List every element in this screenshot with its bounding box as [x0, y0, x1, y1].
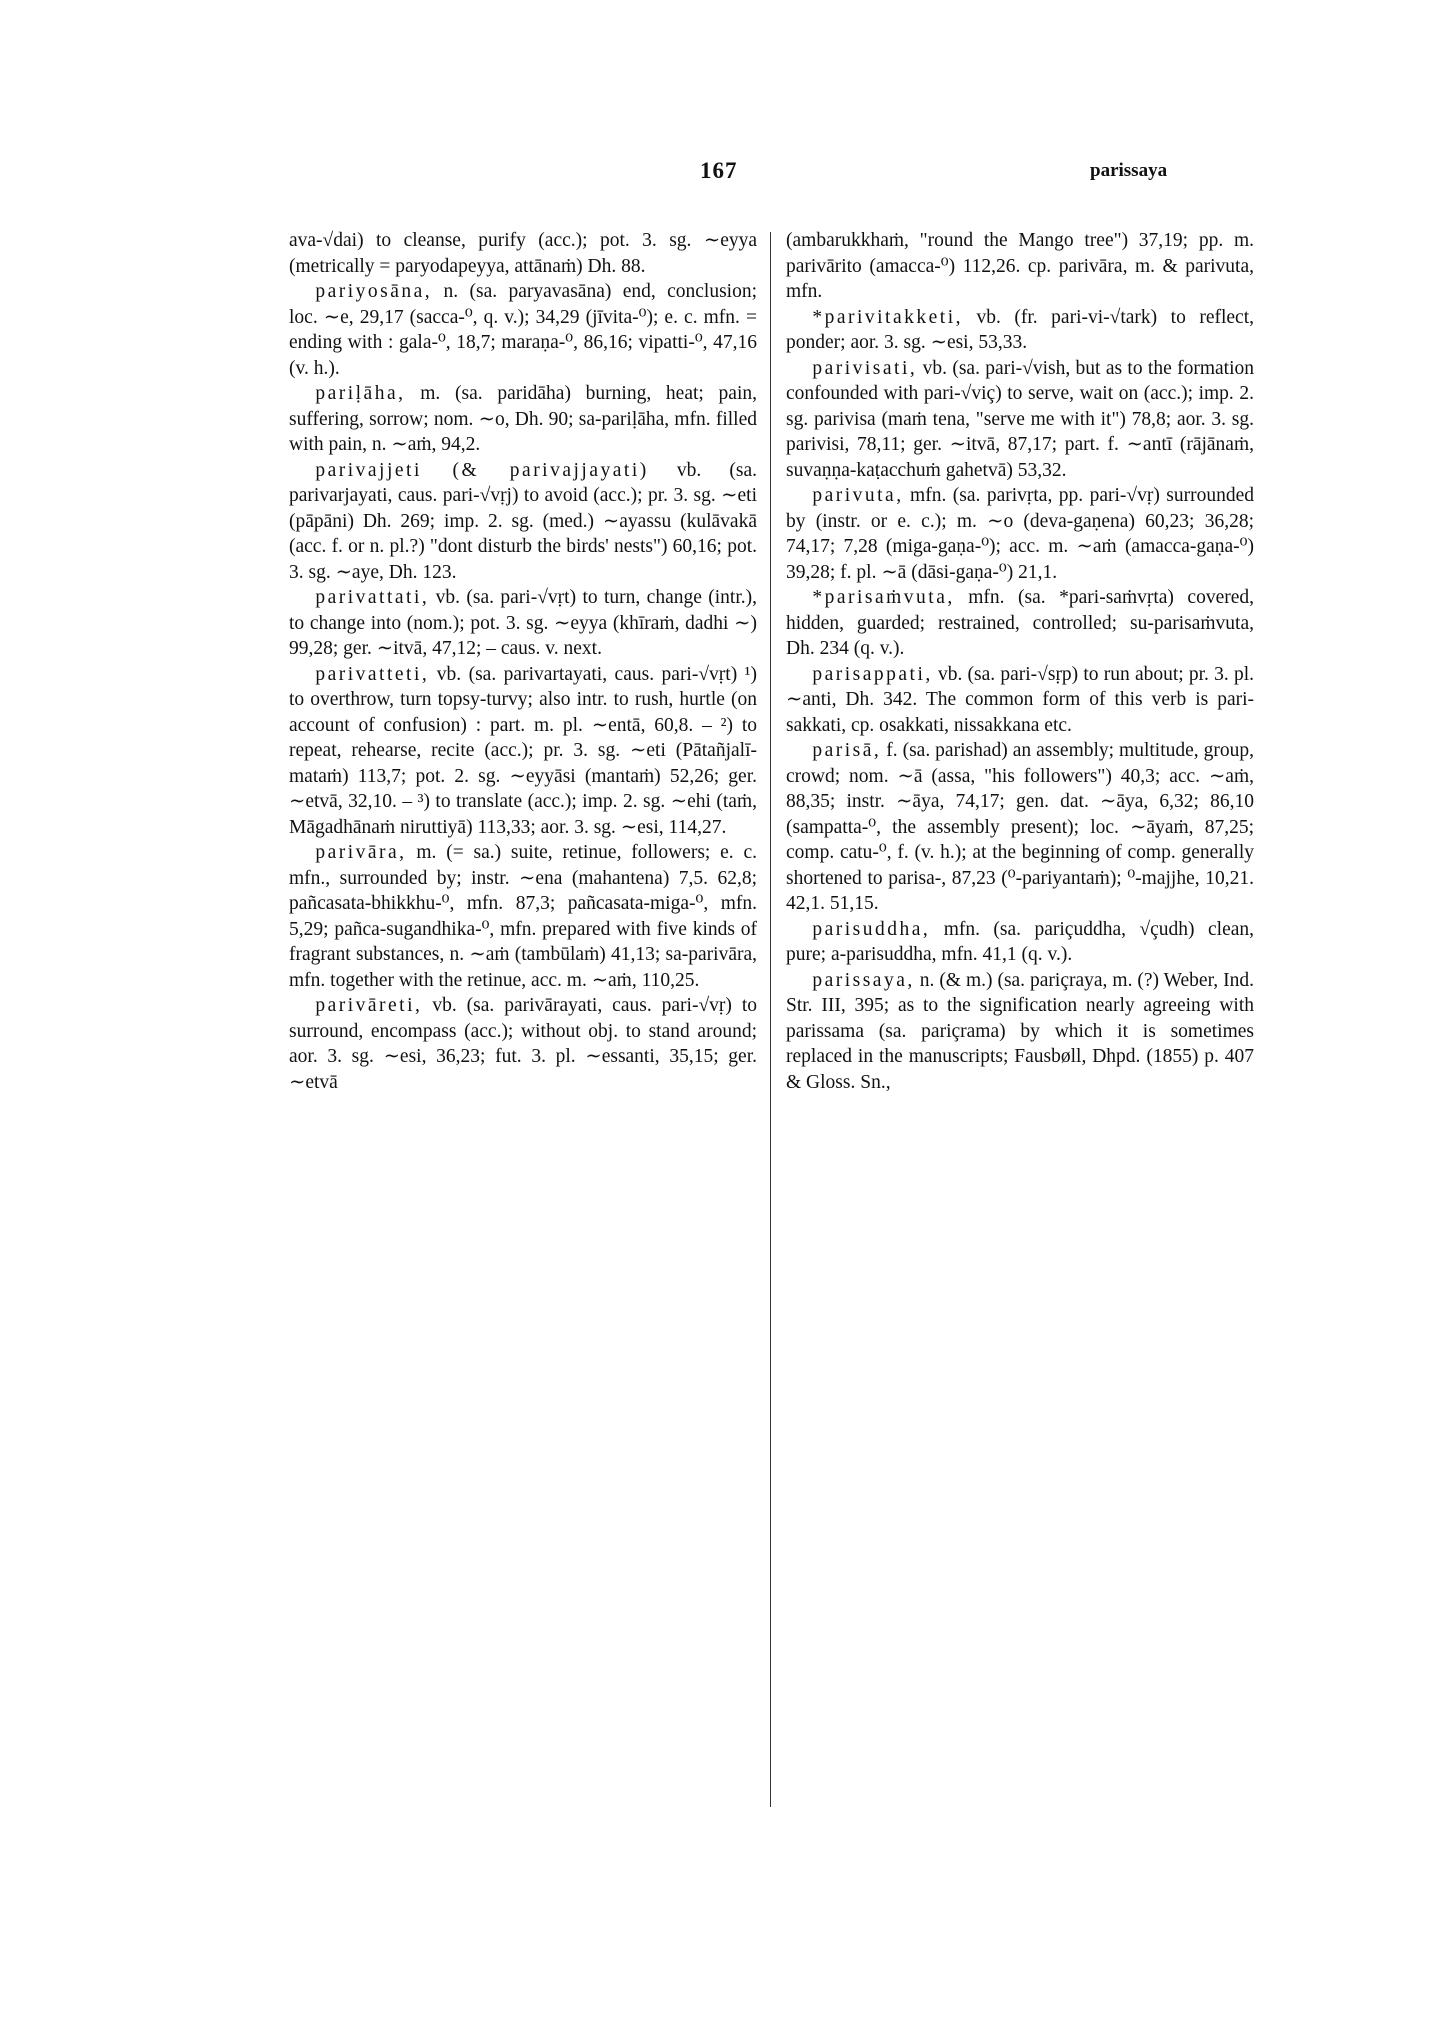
- dictionary-entry: [786, 305, 1254, 356]
- left-column: [289, 228, 757, 1095]
- entry-text: vb. (sa. parivarjayati, caus. pari-√vṛj) to avoid (acc.); pr. 3. sg. ∼eti (pāpāni) Dh. 269; imp. 2. sg. (med.) ∼ayassu (kulāvakā (acc. f. or n. pl.?) "dont disturb the birds' nests") 60,16; pot. 3. sg. ∼aye, Dh. 123.: [289, 459, 757, 583]
- entry-headword: parisappati,: [812, 663, 933, 685]
- entry-headword: parisā,: [812, 740, 882, 761]
- entry-text: ava-√dai) to cleanse, purify (acc.); pot. 3. sg. ∼eyya (metrically = paryodapeyya, attānaṁ) Dh. 88.: [289, 230, 757, 277]
- entry-text: f. (sa. parishad) an assembly; multitude, group, crowd; nom. ∼ā (assa, "his followers") 40,3; acc. ∼aṁ, 88,35; instr. ∼āya, 74,17; gen. dat. ∼āya, 6,32; 86,10 (sampatta-⁰, the assembly present); loc. ∼āyaṁ, 87,25; comp. catu-⁰, f. (v. h.); at the beginning of comp. generally shortened to parisa-, 87,23 (⁰-pariyantaṁ); ⁰-majjhe, 10,21. 42,1. 51,15.: [786, 740, 1255, 914]
- dictionary-entry: [289, 381, 757, 458]
- entry-headword: parivattati,: [315, 587, 430, 608]
- entry-text: mfn. (sa. pariçuddha, √çudh) clean, pure; a-parisuddha, mfn. 41,1 (q. v.).: [786, 918, 1254, 965]
- dictionary-entry: [289, 840, 757, 993]
- entry-headword: parivajjeti (& parivajjayati): [315, 459, 649, 481]
- entry-text: vb. (sa. parivārayati, caus. pari-√vṛ) to surround, encompass (acc.); without obj. to stand around; aor. 3. sg. ∼esi, 36,23; fut. 3. pl. ∼essanti, 35,15; ger. ∼etvā: [289, 995, 757, 1093]
- entry-text: vb. (sa. parivartayati, caus. pari-√vṛt) ¹) to overthrow, turn topsy-turvy; also intr. to rush, hurtle (on account of confusion) : part. m. pl. ∼entā, 60,8. – ²) to repeat, rehearse, recite (acc.); pr. 3. sg. ∼eti (Pātañjalī-mataṁ) 113,7; pot. 2. sg. ∼eyyāsi (mantaṁ) 52,26; ger. ∼etvā, 32,10. – ³) to translate (acc.); imp. 2. sg. ∼ehi (taṁ, Māgadhānaṁ niruttiyā) 113,33; aor. 3. sg. ∼esi, 114,27.: [289, 663, 758, 838]
- dictionary-entry: [786, 968, 1254, 1096]
- entry-text: n. (& m.) (sa. pariçraya, m. (?) Weber, Ind. Str. III, 395; as to the signification nearly agreeing with parissama (sa. pariçrama) by which it is sometimes replaced in the manuscripts; Fausbøll, Dhpd. (1855) p. 407 & Gloss. Sn.,: [786, 969, 1254, 1093]
- entry-text: vb. (sa. pari-√sṛp) to run about; pr. 3. pl. ∼anti, Dh. 342. The common form of this verb is pari-sakkati, cp. osakkati, nissakkana etc.: [786, 663, 1254, 736]
- entry-headword: parisuddha,: [812, 918, 931, 940]
- entry-headword: *parisaṁvuta,: [812, 587, 955, 608]
- entry-headword: parissaya,: [812, 969, 915, 991]
- entry-headword: parivāra,: [315, 842, 407, 863]
- column-divider: [770, 232, 771, 1807]
- entry-headword: parivuta,: [812, 485, 904, 506]
- dictionary-entry: [786, 917, 1254, 968]
- dictionary-entry: [289, 228, 757, 279]
- entry-text: vb. (fr. pari-vi-√tark) to reflect, ponder; aor. 3. sg. ∼esi, 53,33.: [786, 306, 1254, 353]
- page-header: [0, 158, 1440, 198]
- entry-text: n. (sa. paryavasāna) end, conclusion; loc. ∼e, 29,17 (sacca-⁰, q. v.); 34,29 (jīvita-⁰); e. c. mfn. = ending with : gala-⁰, 18,7; maraṇa-⁰, 86,16; vipatti-⁰, 47,16 (v. h.).: [289, 281, 758, 379]
- dictionary-entry: [289, 662, 757, 841]
- dictionary-entry: [289, 585, 757, 662]
- dictionary-entry: [289, 279, 757, 381]
- dictionary-entry: [786, 585, 1254, 662]
- entry-text: vb. (sa. pari-√vish, but as to the formation confounded with pari-√viç) to serve, wait on (acc.); imp. 2. sg. parivisa (maṁ tena, "serve me with it") 78,8; aor. 3. sg. parivisi, 78,11; ger. ∼itvā, 87,17; part. f. ∼antī (rājānaṁ, suvaṇṇa-kaṭacchuṁ gahetvā) 53,32.: [786, 357, 1255, 481]
- running-head: parissaya: [1090, 160, 1168, 181]
- dictionary-entry: [289, 458, 757, 586]
- dictionary-entry: [289, 993, 757, 1095]
- entry-text: mfn. (sa. parivṛta, pp. pari-√vṛ) surrounded by (instr. or e. c.); m. ∼o (deva-gaṇena) 60,23; 36,28; 74,17; 7,28 (miga-gaṇa-⁰); acc. m. ∼aṁ (amacca-gaṇa-⁰) 39,28; f. pl. ∼ā (dāsi-gaṇa-⁰) 21,1.: [786, 485, 1255, 583]
- entry-text: (ambarukkhaṁ, "round the Mango tree") 37,19; pp. m. parivārito (amacca-⁰) 112,26. cp. parivāra, m. & parivuta, mfn.: [786, 230, 1254, 302]
- entry-text: vb. (sa. pari-√vṛt) to turn, change (intr.), to change into (nom.); pot. 3. sg. ∼eyya (khīraṁ, dadhi ∼) 99,28; ger. ∼itvā, 47,12; – caus. v. next.: [289, 587, 757, 659]
- entry-text: m. (= sa.) suite, retinue, followers; e. c. mfn., surrounded by; instr. ∼ena (mahantena) 7,5. 62,8; pañcasata-bhikkhu-⁰, mfn. 87,3; pañcasata-miga-⁰, mfn. 5,29; pañca-sugandhika-⁰, mfn. prepared with five kinds of fragrant substances, n. ∼aṁ (tambūlaṁ) 41,13; sa-parivāra, mfn. together with the retinue, acc. m. ∼aṁ, 110,25.: [289, 842, 757, 991]
- entry-headword: parivāreti,: [315, 995, 423, 1016]
- dictionary-entry: [786, 356, 1254, 484]
- entry-text: mfn. (sa. *pari-saṁvṛta) covered, hidden, guarded; restrained, controlled; su-parisaṁvuta, Dh. 234 (q. v.).: [786, 587, 1255, 659]
- dictionary-entry: [786, 228, 1254, 305]
- entry-headword: parivatteti,: [315, 663, 430, 685]
- right-column: [786, 228, 1254, 1095]
- entry-headword: pariyosāna,: [315, 281, 433, 302]
- entry-headword: *parivitakketi,: [812, 306, 963, 328]
- page-number: 167: [700, 158, 738, 183]
- dictionary-entry: [786, 662, 1254, 739]
- dictionary-entry: [786, 738, 1254, 917]
- dictionary-entry: [786, 483, 1254, 585]
- entry-headword: pariḷāha,: [315, 383, 406, 404]
- entry-headword: parivisati,: [812, 357, 918, 379]
- entry-text: m. (sa. paridāha) burning, heat; pain, suffering, sorrow; nom. ∼o, Dh. 90; sa-pariḷāha, mfn. filled with pain, n. ∼aṁ, 94,2.: [289, 383, 758, 455]
